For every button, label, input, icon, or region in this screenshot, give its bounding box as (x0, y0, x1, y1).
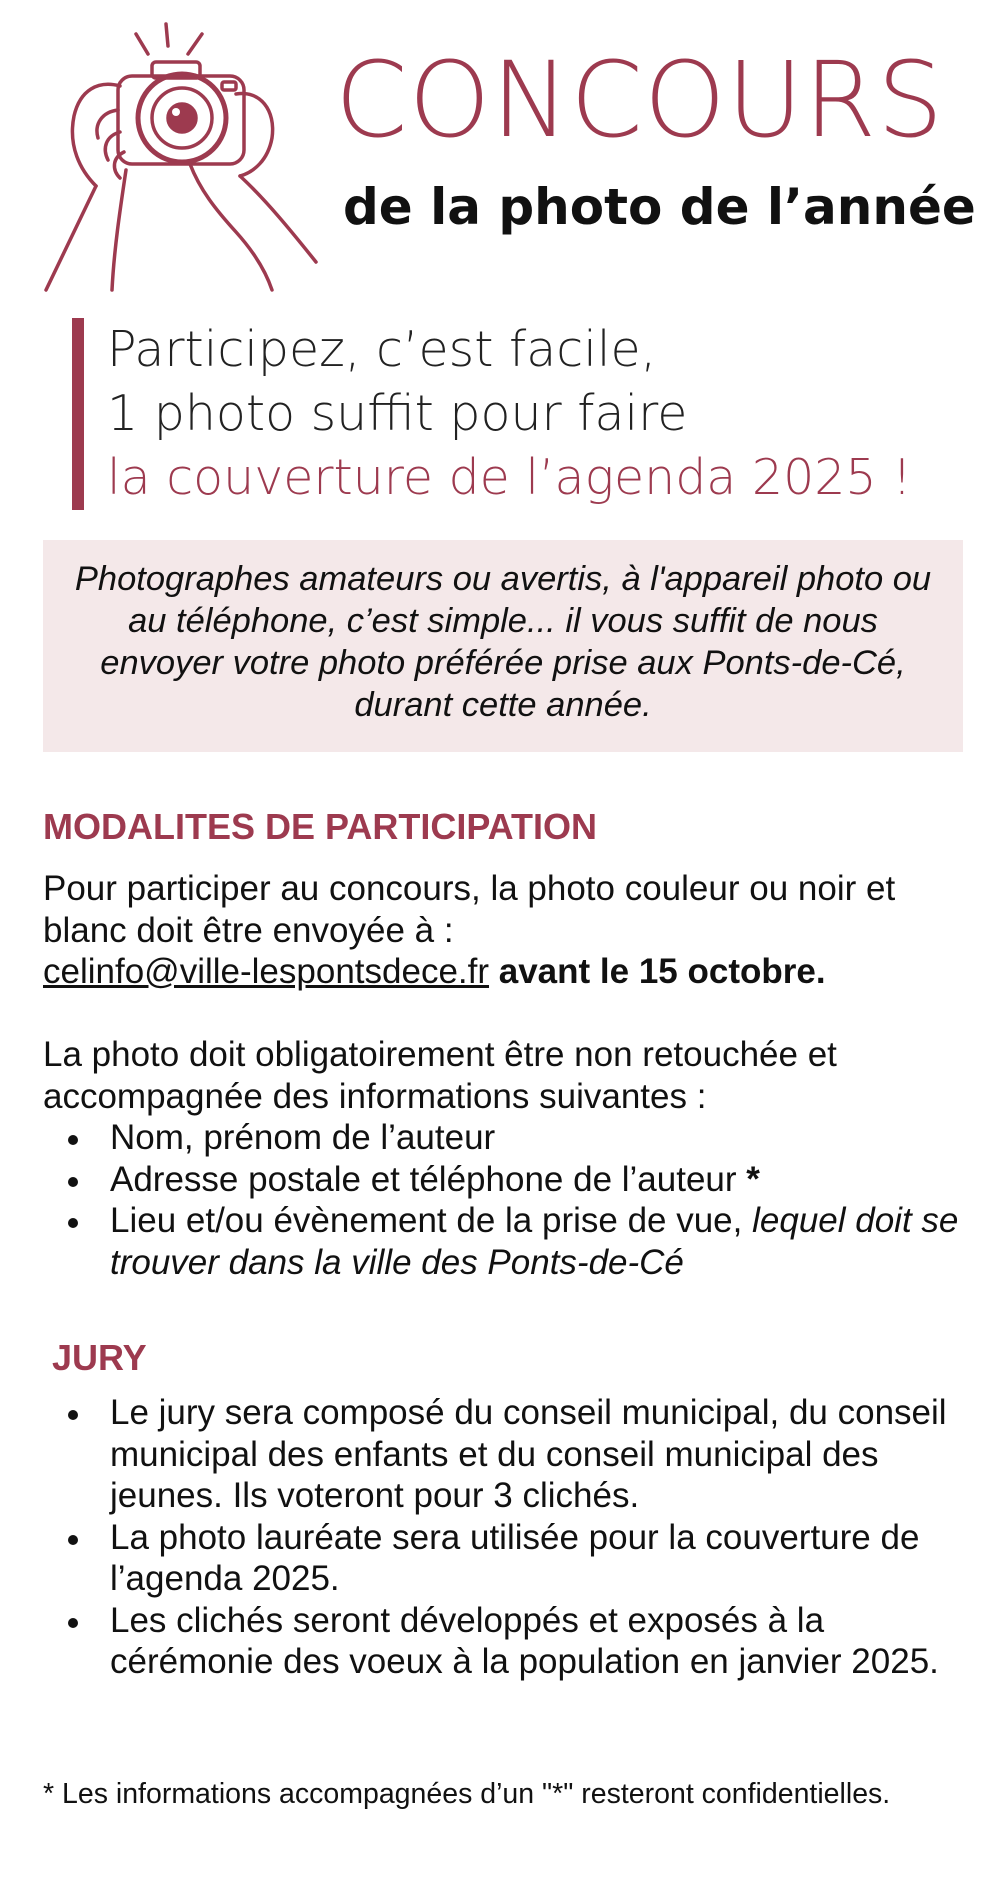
requirements-list (43, 1117, 973, 1283)
intro-line-3: la couverture de l’agenda 2025 ! (107, 449, 912, 506)
list-item (43, 1159, 973, 1201)
intro-block (72, 318, 967, 510)
email-link[interactable]: celinfo@ville-lespontsdece.fr (43, 952, 490, 991)
list-item (43, 1117, 973, 1159)
footnote: * Les informations accompagnées d’un "*" resteront confidentielles. (43, 1778, 891, 1810)
list-item (43, 1600, 973, 1683)
modalites-paragraph-2 (43, 1034, 973, 1283)
hands-holding-camera-icon (40, 20, 320, 292)
list-item (43, 1392, 973, 1517)
list-item-text: Nom, prénom de l’auteur (110, 1118, 496, 1157)
deadline-text: avant le 15 octobre. (498, 952, 826, 991)
list-item-italic-text: lequel doit se trouver dans la ville des Ponts-de-Cé (110, 1201, 959, 1282)
modalites-intro-text: Pour participer au concours, la photo couleur ou noir et blanc doit être envoyée à : (43, 869, 896, 950)
jury-section (43, 1392, 973, 1683)
intro-line-1: Participez, c’est facile, (107, 321, 657, 378)
confidential-mark: * (746, 1159, 760, 1199)
list-item-text: La photo lauréate sera utilisée pour la couverture de l’agenda 2025. (110, 1517, 920, 1598)
callout-box (43, 540, 963, 752)
list-item-text: Lieu et/ou évènement de la prise de vue, (110, 1201, 753, 1240)
page-title: CONCOURS (335, 39, 945, 161)
poster-header (0, 0, 1000, 300)
jury-heading: JURY (52, 1337, 147, 1378)
jury-list (43, 1392, 973, 1683)
list-item (43, 1517, 973, 1600)
modalites-heading: MODALITES DE PARTICIPATION (43, 806, 597, 847)
list-item (43, 1200, 973, 1283)
modalites-paragraph-1 (43, 868, 973, 993)
requirements-text: La photo doit obligatoirement être non retouchée et accompagnée des informations suivantes : (43, 1035, 837, 1116)
callout-text: Photographes amateurs ou avertis, à l'appareil photo ou au téléphone, c’est simple... il vous suffit de nous envoyer votre photo préférée prise aux Ponts-de-Cé, durant cette année. (74, 560, 932, 724)
intro-line-2: 1 photo suffit pour faire (107, 385, 688, 442)
list-item-text: Les clichés seront développés et exposés à la cérémonie des voeux à la population en janvier 2025. (110, 1600, 939, 1681)
list-item-text: Le jury sera composé du conseil municipal, du conseil municipal des enfants et du conseil municipal des jeunes. Ils voteront pour 3 clichés. (110, 1393, 947, 1515)
list-item-text: Adresse postale et téléphone de l’auteur (110, 1159, 747, 1199)
page-subtitle: de la photo de l’année (343, 178, 976, 236)
